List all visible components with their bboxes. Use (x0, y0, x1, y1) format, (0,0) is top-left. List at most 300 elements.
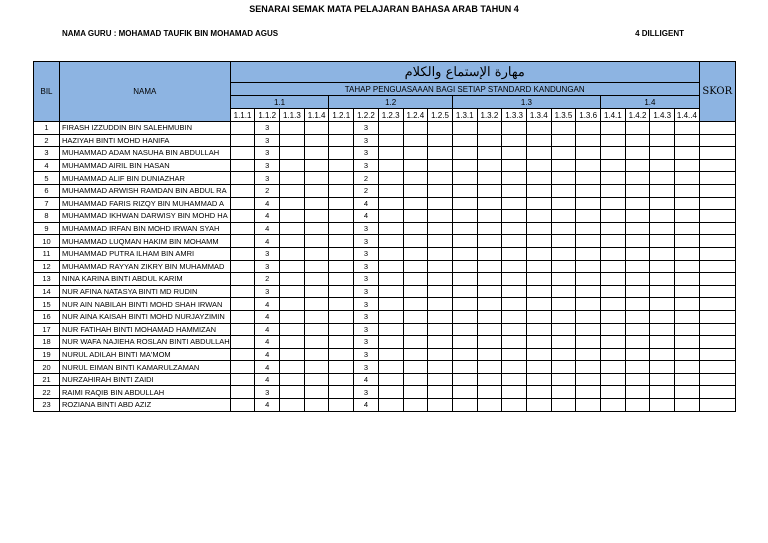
score-cell (625, 184, 650, 197)
score-cell (403, 336, 428, 349)
score-cell (551, 386, 576, 399)
skor-cell (699, 197, 735, 210)
score-cell (304, 172, 329, 185)
score-cell (526, 210, 551, 223)
score-cell (551, 323, 576, 336)
score-cell (304, 298, 329, 311)
score-cell (230, 336, 255, 349)
score-cell-1-1-2: 4 (255, 361, 280, 374)
score-cell (378, 247, 403, 260)
table-row (34, 336, 736, 349)
score-cell (304, 235, 329, 248)
nama-cell: FIRASH IZZUDDIN BIN SALEHMUBIN (60, 122, 231, 135)
score-cell-1-2-2: 3 (354, 222, 379, 235)
score-cell (526, 273, 551, 286)
score-cell (675, 285, 700, 298)
table-row (34, 247, 736, 260)
score-cell (526, 147, 551, 160)
score-cell (650, 298, 675, 311)
score-cell-1-1-2: 2 (255, 184, 280, 197)
score-cell (502, 235, 527, 248)
nama-cell: MUHAMMAD RAYYAN ZIKRY BIN MUHAMMAD (60, 260, 231, 273)
score-cell (452, 285, 477, 298)
table-row (34, 122, 736, 135)
score-cell (477, 336, 502, 349)
nama-cell: MUHAMMAD AIRIL BIN HASAN (60, 159, 231, 172)
table-row (34, 184, 736, 197)
score-cell (551, 147, 576, 160)
score-cell-1-1-2: 4 (255, 210, 280, 223)
score-cell (576, 247, 601, 260)
score-cell (304, 336, 329, 349)
score-cell (576, 323, 601, 336)
score-cell-1-2-2: 3 (354, 336, 379, 349)
sub-standard-header: 1.3.5 (551, 109, 576, 122)
score-cell (477, 260, 502, 273)
score-cell (452, 159, 477, 172)
score-cell (304, 159, 329, 172)
score-cell-1-2-2: 4 (354, 197, 379, 210)
score-cell (280, 247, 305, 260)
nama-cell: NUR AIN NABILAH BINTI MOHD SHAH IRWAN (60, 298, 231, 311)
score-cell (304, 285, 329, 298)
score-cell (576, 273, 601, 286)
score-cell (329, 210, 354, 223)
score-cell (304, 273, 329, 286)
skor-cell (699, 147, 735, 160)
score-cell (378, 361, 403, 374)
score-cell (625, 159, 650, 172)
score-cell (675, 184, 700, 197)
score-cell (230, 210, 255, 223)
score-cell (329, 122, 354, 135)
skor-cell (699, 235, 735, 248)
score-cell (502, 260, 527, 273)
score-cell (650, 386, 675, 399)
score-cell (551, 310, 576, 323)
score-cell (601, 285, 626, 298)
score-cell (650, 247, 675, 260)
score-cell (403, 260, 428, 273)
standard-header: 1.2 (329, 96, 452, 109)
score-cell-1-2-2: 3 (354, 323, 379, 336)
score-cell (230, 235, 255, 248)
sub-standard-header: 1.3.6 (576, 109, 601, 122)
score-cell (428, 310, 453, 323)
sub-standard-header: 1.2.2 (354, 109, 379, 122)
score-cell (625, 147, 650, 160)
score-cell-1-2-2: 4 (354, 210, 379, 223)
score-cell (428, 222, 453, 235)
nama-cell: NUR FATIHAH BINTI MOHAMAD HAMMIZAN (60, 323, 231, 336)
score-cell (230, 159, 255, 172)
score-cell (502, 386, 527, 399)
score-cell (502, 210, 527, 223)
score-cell (551, 184, 576, 197)
bil-cell: 6 (34, 184, 60, 197)
score-cell-1-1-2: 3 (255, 260, 280, 273)
score-cell (230, 222, 255, 235)
score-cell (304, 260, 329, 273)
score-cell (502, 273, 527, 286)
score-cell (428, 197, 453, 210)
score-cell (329, 310, 354, 323)
score-cell (304, 147, 329, 160)
score-cell (452, 184, 477, 197)
score-cell (329, 222, 354, 235)
score-cell (526, 298, 551, 311)
score-cell (452, 323, 477, 336)
sub-standard-header: 1.1.4 (304, 109, 329, 122)
score-cell (378, 348, 403, 361)
skor-cell (699, 348, 735, 361)
score-cell (304, 210, 329, 223)
bil-cell: 7 (34, 197, 60, 210)
sub-standard-header: 1.3.4 (526, 109, 551, 122)
score-cell (452, 210, 477, 223)
score-cell (675, 348, 700, 361)
sub-standard-header: 1.1.2 (255, 109, 280, 122)
score-cell (477, 122, 502, 135)
score-cell (650, 310, 675, 323)
score-cell (329, 134, 354, 147)
score-cell (625, 361, 650, 374)
score-cell-1-1-2: 3 (255, 147, 280, 160)
score-cell (403, 361, 428, 374)
score-cell (650, 184, 675, 197)
score-cell-1-1-2: 4 (255, 235, 280, 248)
skor-cell (699, 172, 735, 185)
table-row (34, 298, 736, 311)
score-cell (230, 184, 255, 197)
score-cell (502, 285, 527, 298)
score-cell (576, 122, 601, 135)
score-cell (675, 336, 700, 349)
bil-cell: 5 (34, 172, 60, 185)
score-cell (428, 172, 453, 185)
score-cell (625, 323, 650, 336)
skor-cell (699, 273, 735, 286)
score-cell (576, 147, 601, 160)
score-cell (601, 159, 626, 172)
score-cell-1-2-2: 4 (354, 399, 379, 412)
score-cell (403, 298, 428, 311)
score-cell (526, 134, 551, 147)
score-cell (625, 122, 650, 135)
score-cell (650, 361, 675, 374)
nama-cell: MUHAMMAD ADAM NASUHA BIN ABDULLAH (60, 147, 231, 160)
score-cell (428, 122, 453, 135)
table-row (34, 348, 736, 361)
bil-cell: 23 (34, 399, 60, 412)
score-cell (477, 361, 502, 374)
score-cell (403, 134, 428, 147)
score-cell (601, 147, 626, 160)
score-cell (675, 159, 700, 172)
score-cell (280, 159, 305, 172)
score-cell (280, 285, 305, 298)
class-name: 4 DILLIGENT (635, 29, 684, 38)
score-cell (378, 386, 403, 399)
score-cell (551, 260, 576, 273)
score-cell (280, 399, 305, 412)
score-cell (477, 134, 502, 147)
score-cell (403, 323, 428, 336)
score-cell (526, 336, 551, 349)
score-cell (280, 172, 305, 185)
table-row (34, 222, 736, 235)
table-row (34, 323, 736, 336)
nama-cell: NURUL ADILAH BINTI MA'MOM (60, 348, 231, 361)
score-cell (477, 348, 502, 361)
score-cell (304, 348, 329, 361)
score-cell-1-1-2: 4 (255, 348, 280, 361)
score-cell (551, 122, 576, 135)
score-cell-1-2-2: 3 (354, 298, 379, 311)
score-cell-1-1-2: 3 (255, 285, 280, 298)
score-cell (428, 336, 453, 349)
score-cell (551, 222, 576, 235)
score-cell (601, 273, 626, 286)
table-row (34, 147, 736, 160)
score-cell-1-2-2: 3 (354, 348, 379, 361)
score-cell (378, 260, 403, 273)
nama-cell: NUR AINA KAISAH BINTI MOHD NURJAYZIMIN (60, 310, 231, 323)
score-cell (329, 361, 354, 374)
score-cell (601, 247, 626, 260)
score-cell (576, 235, 601, 248)
skor-cell (699, 285, 735, 298)
score-cell-1-1-2: 4 (255, 197, 280, 210)
score-cell (452, 247, 477, 260)
score-cell (576, 134, 601, 147)
score-cell (378, 122, 403, 135)
score-cell (304, 399, 329, 412)
table-row (34, 399, 736, 412)
bil-cell: 16 (34, 310, 60, 323)
score-cell (280, 310, 305, 323)
score-cell (378, 134, 403, 147)
score-cell (675, 310, 700, 323)
score-cell (378, 373, 403, 386)
score-cell (650, 122, 675, 135)
score-cell (502, 336, 527, 349)
score-cell (601, 348, 626, 361)
score-cell (452, 361, 477, 374)
score-cell (280, 348, 305, 361)
score-cell (526, 159, 551, 172)
score-cell (329, 298, 354, 311)
score-cell (650, 260, 675, 273)
nama-cell: NUR WAFA NAJIEHA ROSLAN BINTI ABDULLAH (60, 336, 231, 349)
score-cell (403, 210, 428, 223)
bil-cell: 2 (34, 134, 60, 147)
score-cell (601, 210, 626, 223)
skor-cell (699, 373, 735, 386)
bil-cell: 13 (34, 273, 60, 286)
score-cell (576, 222, 601, 235)
bil-cell: 14 (34, 285, 60, 298)
bil-cell: 3 (34, 147, 60, 160)
score-cell (601, 336, 626, 349)
nama-cell: NUR AFINA NATASYA BINTI MD RUDIN (60, 285, 231, 298)
score-cell (526, 348, 551, 361)
score-cell (280, 336, 305, 349)
score-cell (477, 235, 502, 248)
score-cell (551, 247, 576, 260)
score-cell (650, 197, 675, 210)
score-cell (452, 235, 477, 248)
score-cell (304, 310, 329, 323)
score-cell (576, 373, 601, 386)
score-cell (502, 184, 527, 197)
table-row (34, 285, 736, 298)
nama-cell: MUHAMMAD FARIS RIZQY BIN MUHAMMAD A (60, 197, 231, 210)
score-cell (477, 386, 502, 399)
score-cell (378, 147, 403, 160)
score-cell (304, 122, 329, 135)
nama-cell: MUHAMMAD ARWISH RAMDAN BIN ABDUL RA (60, 184, 231, 197)
score-cell (502, 373, 527, 386)
score-cell (329, 273, 354, 286)
score-cell (230, 348, 255, 361)
sub-standard-header: 1.2.4 (403, 109, 428, 122)
score-cell (452, 336, 477, 349)
score-cell (477, 373, 502, 386)
score-cell (526, 310, 551, 323)
nama-cell: NINA KARINA BINTI ABDUL KARIM (60, 273, 231, 286)
score-cell (403, 184, 428, 197)
score-cell (230, 285, 255, 298)
score-cell (625, 285, 650, 298)
score-cell (675, 222, 700, 235)
score-cell-1-2-2: 3 (354, 273, 379, 286)
score-cell (403, 386, 428, 399)
score-cell (329, 399, 354, 412)
score-cell (230, 399, 255, 412)
skor-cell (699, 323, 735, 336)
score-cell-1-1-2: 4 (255, 298, 280, 311)
score-cell (452, 172, 477, 185)
score-cell (329, 235, 354, 248)
table-row (34, 159, 736, 172)
score-cell (650, 336, 675, 349)
score-cell (230, 172, 255, 185)
score-cell (280, 298, 305, 311)
skor-cell (699, 310, 735, 323)
score-cell (650, 172, 675, 185)
score-cell (675, 323, 700, 336)
nama-cell: ROZIANA BINTI ABD AZIZ (60, 399, 231, 412)
score-cell (526, 386, 551, 399)
score-cell-1-2-2: 3 (354, 247, 379, 260)
score-cell (280, 386, 305, 399)
table-row (34, 310, 736, 323)
score-cell (280, 273, 305, 286)
score-cell (403, 399, 428, 412)
score-cell (428, 134, 453, 147)
score-cell (526, 373, 551, 386)
score-cell (601, 323, 626, 336)
score-cell (551, 285, 576, 298)
bil-cell: 9 (34, 222, 60, 235)
score-cell (551, 361, 576, 374)
score-cell (428, 386, 453, 399)
score-cell (403, 247, 428, 260)
skor-cell (699, 260, 735, 273)
skor-cell (699, 361, 735, 374)
score-cell-1-2-2: 4 (354, 373, 379, 386)
score-cell (378, 285, 403, 298)
score-cell (304, 323, 329, 336)
table-row (34, 260, 736, 273)
score-cell (452, 348, 477, 361)
score-cell (576, 298, 601, 311)
score-cell (650, 323, 675, 336)
score-cell (650, 273, 675, 286)
score-cell (502, 348, 527, 361)
score-cell (526, 285, 551, 298)
score-cell (650, 348, 675, 361)
score-cell (477, 310, 502, 323)
score-cell-1-1-2: 4 (255, 310, 280, 323)
score-cell (526, 260, 551, 273)
score-cell (526, 323, 551, 336)
score-cell (378, 323, 403, 336)
nama-cell: MUHAMMAD ALIF BIN DUNIAZHAR (60, 172, 231, 185)
score-cell (551, 348, 576, 361)
score-cell (502, 134, 527, 147)
score-cell-1-2-2: 3 (354, 260, 379, 273)
score-cell (477, 184, 502, 197)
score-cell (625, 197, 650, 210)
score-cell (551, 373, 576, 386)
score-cell (477, 273, 502, 286)
table-row (34, 361, 736, 374)
score-cell-1-2-2: 3 (354, 285, 379, 298)
skor-cell (699, 399, 735, 412)
score-cell (280, 373, 305, 386)
score-cell (675, 399, 700, 412)
score-cell (551, 172, 576, 185)
score-cell-1-2-2: 3 (354, 235, 379, 248)
score-cell (428, 147, 453, 160)
skor-cell (699, 134, 735, 147)
score-cell (477, 285, 502, 298)
score-cell (650, 373, 675, 386)
standard-header: 1.3 (452, 96, 600, 109)
score-cell (502, 147, 527, 160)
score-cell (675, 386, 700, 399)
score-cell (304, 361, 329, 374)
score-cell (378, 197, 403, 210)
score-cell (551, 197, 576, 210)
score-cell-1-1-2: 3 (255, 122, 280, 135)
score-cell (675, 298, 700, 311)
bil-cell: 15 (34, 298, 60, 311)
score-cell (675, 273, 700, 286)
score-cell (452, 399, 477, 412)
score-cell (576, 348, 601, 361)
score-cell (452, 310, 477, 323)
table-row (34, 197, 736, 210)
score-cell-1-1-2: 3 (255, 172, 280, 185)
score-cell (650, 222, 675, 235)
score-cell (280, 210, 305, 223)
score-cell (378, 210, 403, 223)
score-cell (428, 323, 453, 336)
sub-standard-header: 1.2.3 (378, 109, 403, 122)
